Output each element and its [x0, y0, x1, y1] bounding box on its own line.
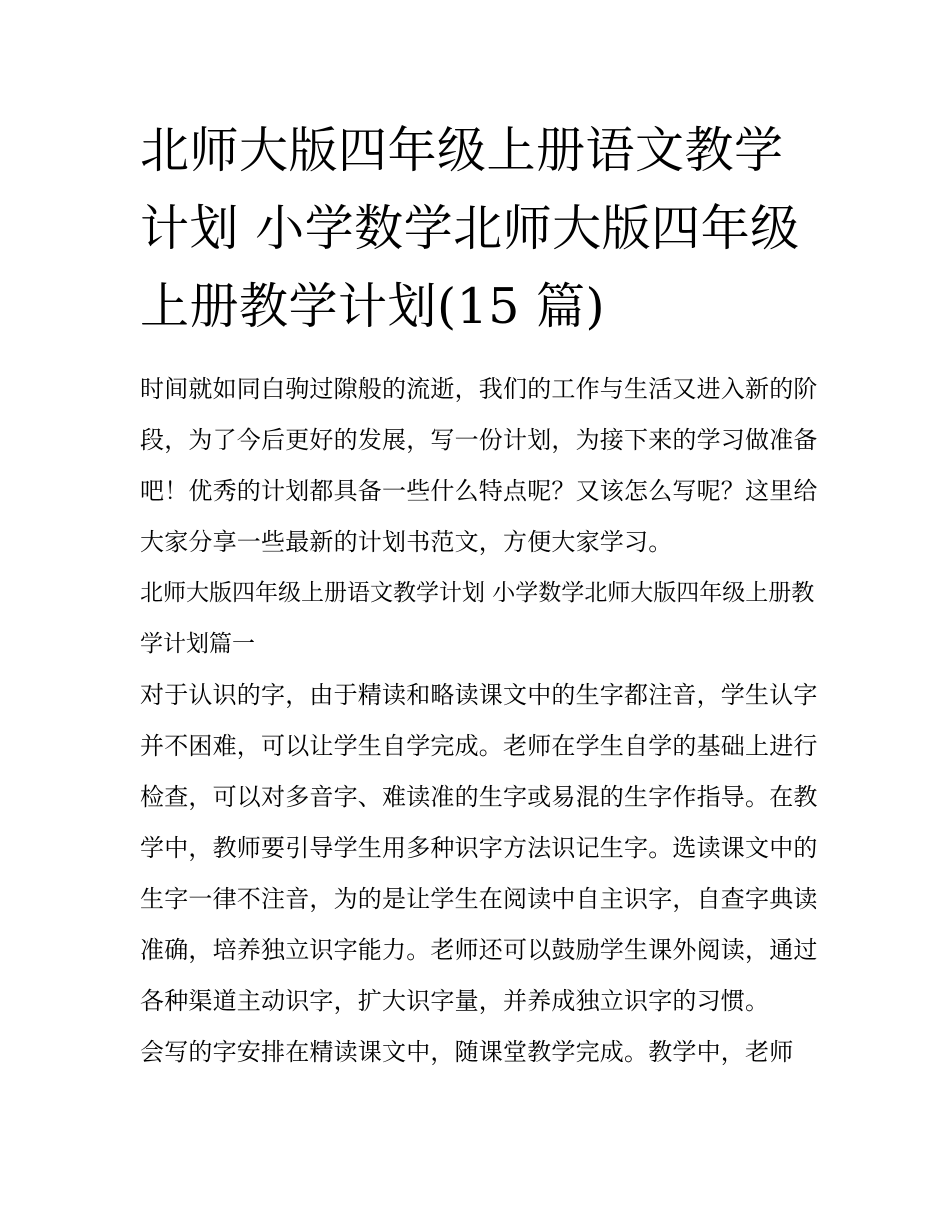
document-title: 北师大版四年级上册语文教学计划 小学数学北师大版四年级上册教学计划(15 篇): [140, 122, 800, 335]
body-paragraph-2: 会写的字安排在精读课文中，随课堂教学完成。教学中，老师: [140, 1038, 794, 1066]
section-heading: 北师大版四年级上册语文教学计划 小学数学北师大版四年级上册教学计划篇一: [140, 580, 815, 657]
body-paragraph-1: 对于认识的字，由于精读和略读课文中的生字都注音，学生认字并不困难，可以让学生自学完成。老师在学生自学的基础上进行检查，可以对多音字、难读准的生字或易混的生字作指导。在教学中，教师要引导学生用多种识字方法识记生字。选读课文中的生字一律不注音，为的是让学生在阅读中自主识字，自查字典读准确，培养独立识字能力。老师还可以鼓励学生课外阅读，通过各种渠道主动识字，扩大识字量，并养成独立识字的习惯。: [140, 681, 818, 1015]
intro-paragraph: 时间就如同白驹过隙般的流逝，我们的工作与生活又进入新的阶段，为了今后更好的发展，写一份计划，为接下来的学习做准备吧！优秀的计划都具备一些什么特点呢？又该怎么写呢？这里给大家分享一些最新的计划书范文，方便大家学习。: [140, 375, 818, 556]
document-page: [140, 112, 820, 1078]
